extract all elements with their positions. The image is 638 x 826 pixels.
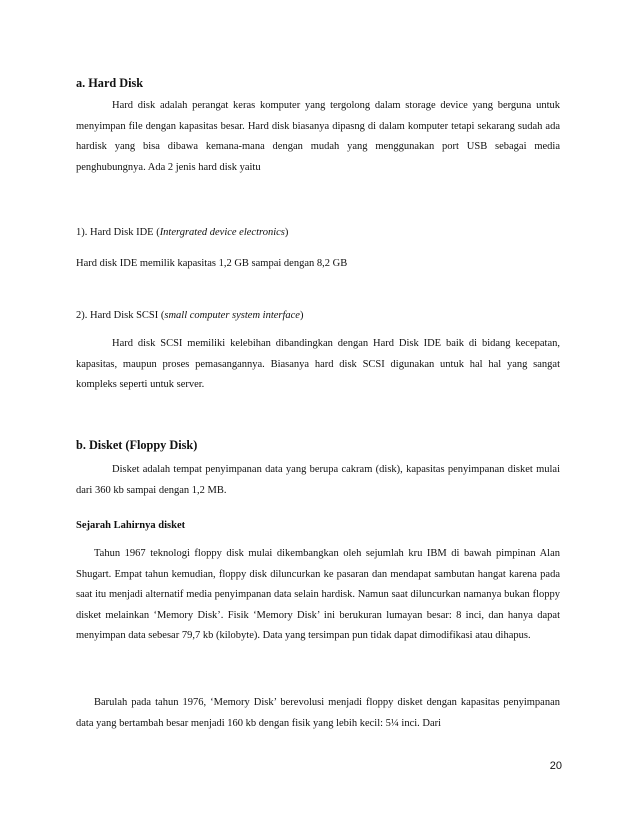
hard-disk-ide-text: Hard disk IDE memilik kapasitas 1,2 GB sampai dengan 8,2 GB (76, 258, 348, 269)
hard-disk-scsi-text: Hard disk SCSI memiliki kelebihan dibandingkan dengan Hard Disk IDE baik di bidang kecepatan, kapasitas, maupun proses pemasangannya. Biasanya hard disk SCSI digunakan untuk hal hal yang sangat kompleks seperti untuk server. (76, 338, 560, 390)
ide-label-suffix: ) (284, 227, 289, 238)
hard-disk-scsi-label (76, 309, 560, 323)
hard-disk-heading: a. Hard Disk (76, 76, 144, 90)
ide-label-italic: Intergrated device electronics (159, 227, 285, 238)
disket-history-heading: Sejarah Lahirnya disket (76, 520, 186, 531)
disket-heading: b. Disket (Floppy Disk) (76, 438, 198, 452)
scsi-label-italic: small computer system interface (164, 310, 300, 321)
disket-history-paragraph-2: Barulah pada tahun 1976, ‘Memory Disk’ berevolusi menjadi floppy disket dengan kapasitas penyimpanan data yang bertambah besar menjadi 160 kb dengan fisik yang lebih kecil: 5¼ inci. Dari (76, 697, 560, 729)
ide-label-prefix: 1). Hard Disk IDE ( (76, 227, 160, 238)
scsi-label-suffix: ) (299, 310, 304, 321)
hard-disk-intro: Hard disk adalah perangat keras komputer yang tergolong dalam storage device yang berguna untuk menyimpan file dengan kapasitas besar. Hard disk biasanya dipasng di dalam komputer tetapi sekarang sudah ada hardisk yang bisa dibawa kemana-mana dengan mudah yang menggunakan port USB sebagai media penghubungnya. Ada 2 jenis hard disk yaitu (76, 100, 560, 173)
disket-history-paragraph-1: Tahun 1967 teknologi floppy disk mulai dikembangkan oleh sejumlah kru IBM di bawah pimpinan Alan Shugart. Empat tahun kemudian, floppy disk diluncurkan ke pasaran dan mendapat sambutan hangat karena pada saat itu menjadi alternatif media penyimpanan data selain hardisk. Namun saat diluncurkan namanya bukan floppy disket melainkan ‘Memory Disk’. Fisik ‘Memory Disk’ ini berukuran lumayan besar: 8 inci, dan hanya dapat menyimpan data sebesar 79,7 kb (kilobyte). Data yang tersimpan pun tidak dapat dimodifikasi atau dihapus. (76, 548, 560, 641)
hard-disk-ide-label (76, 226, 560, 240)
disket-intro: Disket adalah tempat penyimpanan data yang berupa cakram (disk), kapasitas penyimpanan disket mulai dari 360 kb sampai dengan 1,2 MB. (76, 464, 560, 496)
scsi-label-prefix: 2). Hard Disk SCSI ( (76, 310, 165, 321)
page-number: 20 (549, 760, 562, 772)
